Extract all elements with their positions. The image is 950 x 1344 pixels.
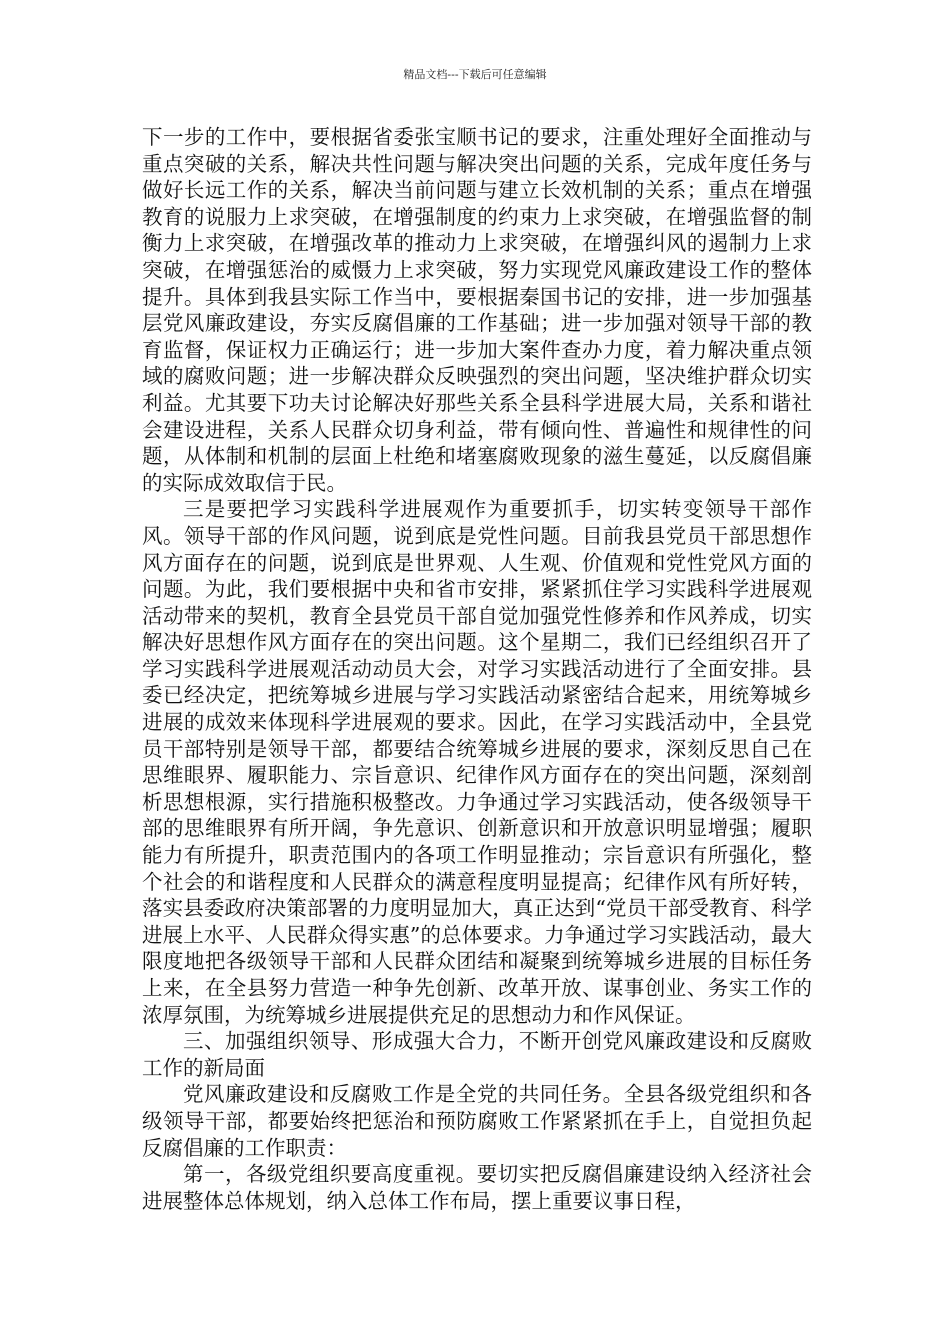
paragraph-first-item: 第一，各级党组织要高度重视。要切实把反腐倡廉建设纳入经济社会进展整体总体规划，纳入总体工作布局，摆上重要议事日程， [142,1162,812,1213]
section-heading-three: 三、加强组织领导、形成强大合力，不断开创党风廉政建设和反腐败工作的新局面 [142,1029,812,1080]
document-body [142,124,812,1214]
paragraph-third-point: 三是要把学习实践科学进展观作为重要抓手，切实转变领导干部作风。领导干部的作风问题，说到底是党性问题。目前我县党员干部思想作风方面存在的问题，说到底是世界观、人生观、价值观和党性党风方面的问题。为此，我们要根据中央和省市安排，紧紧抓住学习实践科学进展观活动带来的契机，教育全县党员干部自觉加强党性修养和作风养成，切实解决好思想作风方面存在的突出问题。这个星期二，我们已经组织召开了学习实践科学进展观活动动员大会，对学习实践活动进行了全面安排。县委已经决定，把统筹城乡进展与学习实践活动紧密结合起来，用统筹城乡进展的成效来体现科学进展观的要求。因此，在学习实践活动中，全县党员干部特别是领导干部，都要结合统筹城乡进展的要求，深刻反思自己在思维眼界、履职能力、宗旨意识、纪律作风方面存在的突出问题，深刻剖析思想根源，实行措施积极整改。力争通过学习实践活动，使各级领导干部的思维眼界有所开阔，争先意识、创新意识和开放意识明显增强；履职能力有所提升，职责范围内的各项工作明显推动；宗旨意识有所强化，整个社会的和谐程度和人民群众的满意程度明显提高；纪律作风有所好转，落实县委政府决策部署的力度明显加大，真正达到“党员干部受教育、科学进展上水平、人民群众得实惠”的总体要求。力争通过学习实践活动，最大限度地把各级领导干部和人民群众团结和凝聚到统筹城乡进展的目标任务上来，在全县努力营造一种争先创新、改革开放、谋事创业、务实工作的浓厚氛围，为统筹城乡进展提供充足的思想动力和作风保证。 [142,497,812,1027]
paragraph-common-task: 党风廉政建设和反腐败工作是全党的共同任务。全县各级党组织和各级领导干部，都要始终把惩治和预防腐败工作紧紧抓在手上，自觉担负起反腐倡廉的工作职责： [142,1082,812,1160]
paragraph-continuation: 下一步的工作中，要根据省委张宝顺书记的要求，注重处理好全面推动与重点突破的关系，解决共性问题与解决突出问题的关系，完成年度任务与做好长远工作的关系，解决当前问题与建立长效机制的关系；重点在增强教育的说服力上求突破，在增强制度的约束力上求突破，在增强监督的制衡力上求突破，在增强改革的推动力上求突破，在增强纠风的遏制力上求突破，在增强惩治的威慑力上求突破，努力实现党风廉政建设工作的整体提升。具体到我县实际工作当中，要根据秦国书记的安排，进一步加强基层党风廉政建设，夯实反腐倡廉的工作基础；进一步加强对领导干部的教育监督，保证权力正确运行；进一步加大案件查办力度，着力解决重点领域的腐败问题；进一步解决群众反映强烈的突出问题，坚决维护群众切实利益。尤其要下功夫讨论解决好那些关系全县科学进展大局，关系和谐社会建设进程，关系人民群众切身利益，带有倾向性、普遍性和规律性的问题，从体制和机制的层面上杜绝和堵塞腐败现象的滋生蔓延，以反腐倡廉的实际成效取信于民。 [142,125,812,495]
page-header: 精品文档---下载后可任意编辑 [403,68,547,81]
